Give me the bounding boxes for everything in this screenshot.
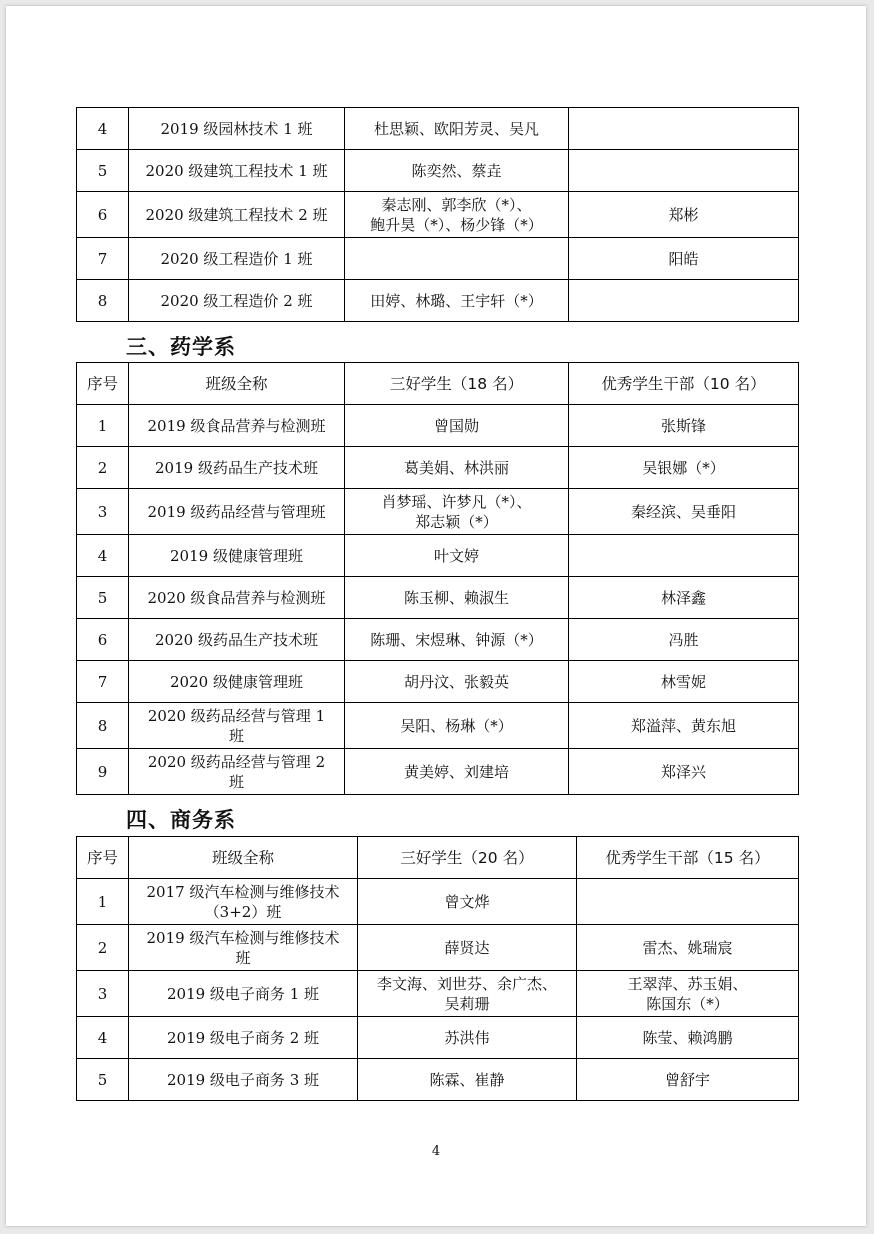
row-number: 6	[77, 192, 129, 238]
section-heading-pharmacy: 三、药学系	[126, 335, 236, 359]
row-number: 2	[77, 447, 129, 489]
leaders-cell	[577, 1017, 799, 1059]
leaders-cell	[577, 925, 799, 971]
header-number: 序号	[77, 363, 129, 405]
class-name-cell	[129, 1059, 358, 1101]
row-number: 7	[77, 238, 129, 280]
students-cell	[358, 971, 577, 1017]
students-cell	[345, 280, 569, 322]
class-name-cell	[129, 703, 345, 749]
students-line: 杜思颖、欧阳芳灵、吴凡	[373, 119, 539, 138]
leaders-line: 林雪妮	[660, 672, 706, 691]
table-row	[77, 661, 799, 703]
leaders-line: 陈国东（*）	[646, 994, 729, 1013]
table-row	[77, 749, 799, 795]
class-name-cell	[129, 577, 345, 619]
row-number: 4	[77, 108, 129, 150]
table-row	[77, 1059, 799, 1101]
students-cell	[345, 749, 569, 795]
students-line: 李文海、刘世芬、余广杰、	[376, 974, 557, 993]
class-name-line: 2020 级药品生产技术班	[155, 630, 318, 649]
students-line: 叶文婷	[433, 546, 479, 565]
row-number: 3	[77, 489, 129, 535]
class-name-line: 2019 级电子商务 3 班	[166, 1070, 320, 1089]
leaders-cell	[569, 150, 799, 192]
row-number: 2	[77, 925, 129, 971]
leaders-cell	[569, 661, 799, 703]
leaders-cell	[569, 577, 799, 619]
students-cell	[358, 879, 577, 925]
leaders-line: 雷杰、姚瑞宸	[642, 938, 733, 957]
students-cell	[358, 925, 577, 971]
class-name: 2020 级建筑工程技术 1 班	[129, 150, 345, 192]
header-class-name: 班级全称	[129, 837, 358, 879]
row-number: 5	[77, 577, 129, 619]
leaders-cell	[569, 749, 799, 795]
header-class-name: 班级全称	[129, 363, 345, 405]
class-name-line: 2019 级药品经营与管理班	[147, 502, 326, 521]
table-row	[77, 405, 799, 447]
leaders-line: 冯胜	[668, 630, 699, 649]
leaders-line: 郑溢萍、黄东旭	[630, 716, 736, 735]
class-name: 2019 级园林技术 1 班	[129, 108, 345, 150]
table-row	[77, 280, 799, 322]
leaders-line: 郑泽兴	[660, 762, 706, 781]
section4-table	[76, 836, 799, 1101]
row-number: 4	[77, 535, 129, 577]
students-cell	[345, 238, 569, 280]
table-row	[77, 619, 799, 661]
students-cell	[358, 1059, 577, 1101]
class-name-line: （3+2）班	[204, 902, 282, 921]
class-name-line: 2020 级食品营养与检测班	[147, 588, 326, 607]
class-name-cell	[129, 1017, 358, 1059]
section2-table	[76, 107, 799, 322]
class-name-line: 2019 级健康管理班	[170, 546, 303, 565]
students-line: 吴阳、杨琳（*）	[400, 716, 513, 735]
row-number: 5	[77, 150, 129, 192]
leaders-cell	[577, 1059, 799, 1101]
page-number: 4	[431, 1144, 441, 1159]
class-name-line: 2019 级电子商务 2 班	[166, 1028, 320, 1047]
class-name-cell	[129, 925, 358, 971]
students-cell	[358, 1017, 577, 1059]
class-name-line: 2019 级食品营养与检测班	[147, 416, 326, 435]
leaders-line: 阳皓	[668, 249, 699, 268]
table-row	[77, 238, 799, 280]
class-name-cell	[129, 619, 345, 661]
students-line: 曾文烨	[444, 892, 490, 911]
leaders-line: 郑彬	[668, 205, 699, 224]
leaders-cell	[569, 535, 799, 577]
students-cell	[345, 619, 569, 661]
leaders-cell	[569, 619, 799, 661]
header-row	[77, 363, 799, 405]
header-students: 三好学生（20 名）	[358, 837, 577, 879]
class-name: 2020 级建筑工程技术 2 班	[129, 192, 345, 238]
students-line: 吴莉珊	[444, 994, 490, 1013]
leaders-cell	[569, 280, 799, 322]
class-name-line: 班	[235, 948, 251, 967]
row-number: 1	[77, 879, 129, 925]
row-number: 5	[77, 1059, 129, 1101]
leaders-cell	[577, 971, 799, 1017]
students-line: 秦志刚、郭李欣（*）、	[381, 195, 532, 214]
students-line: 陈珊、宋煜琳、钟源（*）	[370, 630, 543, 649]
students-line: 陈玉柳、赖淑生	[403, 588, 509, 607]
table-row	[77, 150, 799, 192]
header-number: 序号	[77, 837, 129, 879]
students-line: 鲍升昊（*）、杨少锋（*）	[370, 215, 543, 234]
class-name-line: 2019 级药品生产技术班	[155, 458, 318, 477]
class-name-cell	[129, 661, 345, 703]
class-name-line: 2020 级健康管理班	[170, 672, 303, 691]
row-number: 4	[77, 1017, 129, 1059]
table-row	[77, 108, 799, 150]
students-line: 曾国勋	[433, 416, 479, 435]
leaders-line: 吴银娜（*）	[642, 458, 725, 477]
leaders-cell	[569, 703, 799, 749]
table-row	[77, 535, 799, 577]
students-cell	[345, 192, 569, 238]
row-number: 8	[77, 703, 129, 749]
students-cell	[345, 703, 569, 749]
students-line: 胡丹汶、张毅英	[403, 672, 509, 691]
students-cell	[345, 150, 569, 192]
header-row	[77, 837, 799, 879]
students-cell	[345, 489, 569, 535]
leaders-cell	[569, 489, 799, 535]
header-leaders: 优秀学生干部（10 名）	[569, 363, 799, 405]
class-name-cell	[129, 971, 358, 1017]
class-name-line: 2019 级汽车检测与维修技术	[146, 928, 340, 947]
table-row	[77, 447, 799, 489]
leaders-line: 秦经滨、吴垂阳	[630, 502, 736, 521]
students-line: 葛美娟、林洪丽	[403, 458, 509, 477]
class-name-line: 2019 级电子商务 1 班	[166, 984, 320, 1003]
table-row	[77, 971, 799, 1017]
students-cell	[345, 108, 569, 150]
section-heading-commerce: 四、商务系	[126, 808, 236, 832]
leaders-cell	[577, 879, 799, 925]
header-leaders: 优秀学生干部（15 名）	[577, 837, 799, 879]
class-name-line: 2020 级药品经营与管理 2	[147, 752, 326, 771]
students-cell	[345, 447, 569, 489]
row-number: 6	[77, 619, 129, 661]
students-line: 陈奕然、蔡垚	[411, 161, 502, 180]
class-name-cell	[129, 535, 345, 577]
table-row	[77, 489, 799, 535]
leaders-line: 曾舒宇	[664, 1070, 710, 1089]
leaders-line: 王翠萍、苏玉娟、	[627, 974, 748, 993]
class-name-line: 2017 级汽车检测与维修技术	[146, 882, 340, 901]
students-line: 苏洪伟	[444, 1028, 490, 1047]
class-name: 2020 级工程造价 2 班	[129, 280, 345, 322]
row-number: 1	[77, 405, 129, 447]
class-name-cell	[129, 405, 345, 447]
row-number: 9	[77, 749, 129, 795]
leaders-cell	[569, 108, 799, 150]
leaders-cell	[569, 447, 799, 489]
table-row	[77, 577, 799, 619]
row-number: 8	[77, 280, 129, 322]
table-row	[77, 879, 799, 925]
class-name: 2020 级工程造价 1 班	[129, 238, 345, 280]
class-name-cell	[129, 447, 345, 489]
class-name-cell	[129, 489, 345, 535]
document-page	[6, 6, 866, 1226]
row-number: 7	[77, 661, 129, 703]
class-name-line: 班	[228, 772, 244, 791]
leaders-line: 张斯锋	[660, 416, 706, 435]
students-line: 郑志颖（*）	[415, 512, 498, 531]
leaders-cell	[569, 192, 799, 238]
students-line: 黄美婷、刘建培	[403, 762, 509, 781]
table-row	[77, 1017, 799, 1059]
class-name-line: 2020 级药品经营与管理 1	[147, 706, 326, 725]
table-row	[77, 925, 799, 971]
header-students: 三好学生（18 名）	[345, 363, 569, 405]
row-number: 3	[77, 971, 129, 1017]
section3-table	[76, 362, 799, 795]
leaders-cell	[569, 238, 799, 280]
students-cell	[345, 661, 569, 703]
students-cell	[345, 405, 569, 447]
leaders-line: 陈莹、赖鸿鹏	[642, 1028, 733, 1047]
class-name-cell	[129, 879, 358, 925]
students-line: 薛贤达	[444, 938, 490, 957]
students-cell	[345, 577, 569, 619]
table-row	[77, 703, 799, 749]
class-name-cell	[129, 749, 345, 795]
students-line: 田婷、林璐、王宇轩（*）	[370, 291, 543, 310]
students-line: 肖梦瑶、许梦凡（*）、	[381, 492, 532, 511]
students-line: 陈霖、崔静	[429, 1070, 505, 1089]
table-row	[77, 192, 799, 238]
students-cell	[345, 535, 569, 577]
leaders-cell	[569, 405, 799, 447]
leaders-line: 林泽鑫	[660, 588, 706, 607]
class-name-line: 班	[228, 726, 244, 745]
